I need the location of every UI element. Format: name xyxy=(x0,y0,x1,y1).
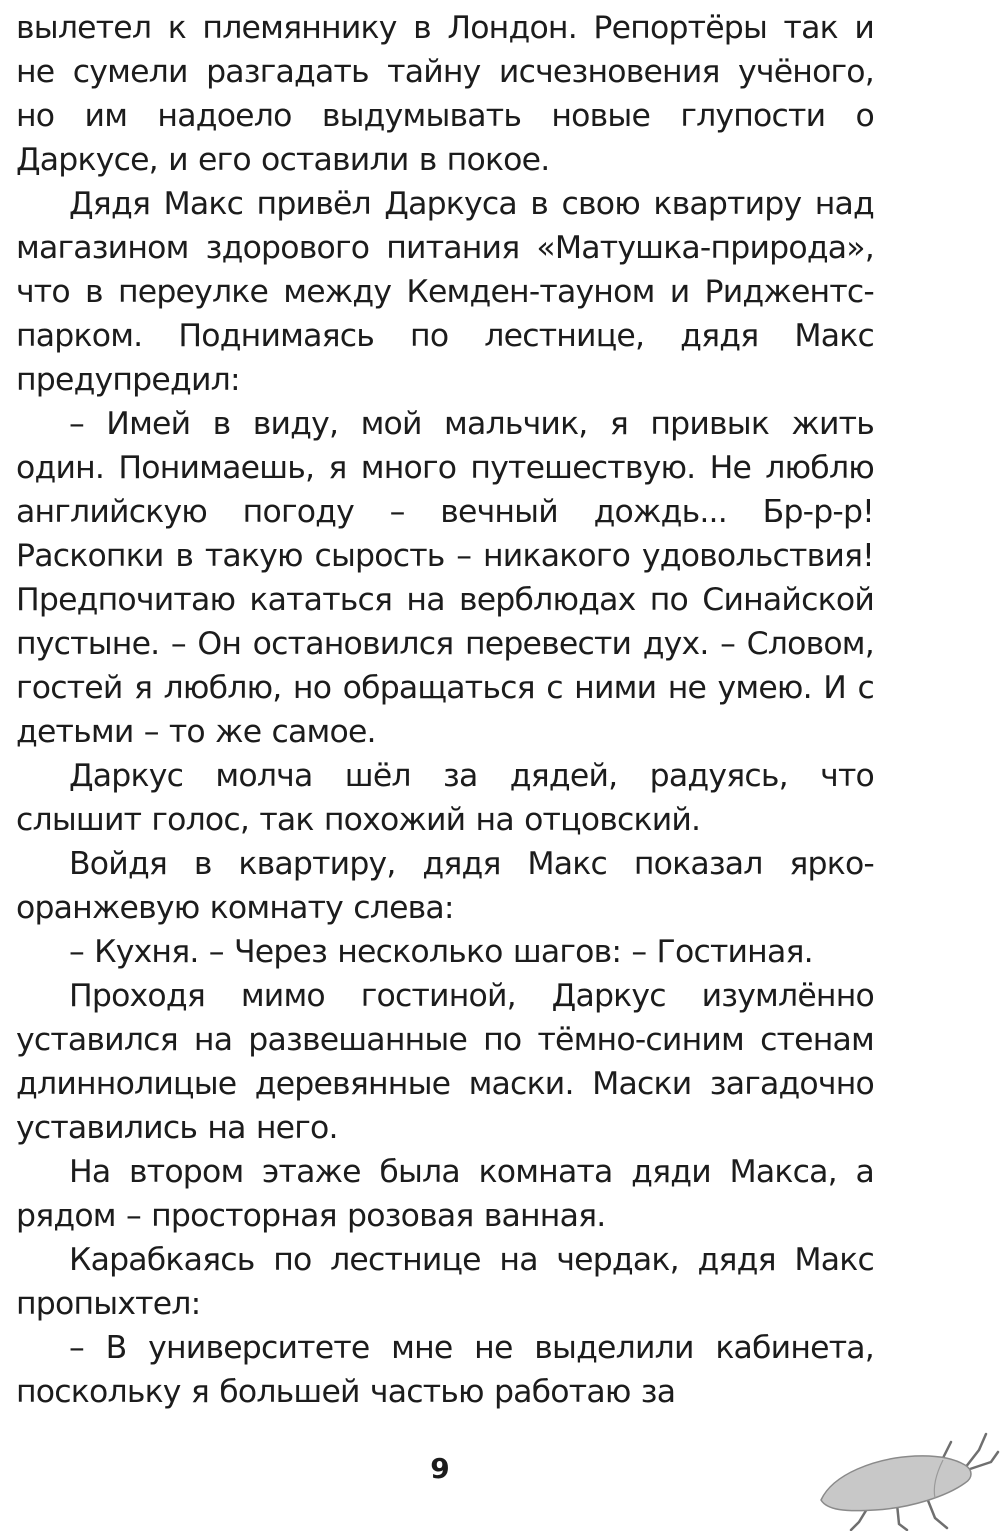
paragraph: Проходя мимо гостиной, Даркус изумлённо уставился на развешанные по тёмно-синим стенам длиннолицые деревянные маски. Маски загадочно уставились на него. xyxy=(16,978,874,1146)
paragraph: На втором этаже была комната дяди Макса, а рядом – просторная розовая ванная. xyxy=(16,1154,874,1234)
paragraph: – Кухня. – Через несколько шагов: – Гостиная. xyxy=(69,934,813,970)
page-text xyxy=(16,6,874,1414)
paragraph: Дядя Макс привёл Даркуса в свою квартиру над магазином здорового питания «Матушка-природа», что в переулке между Кемден-тауном и Риджентс-парком. Поднимаясь по лестнице, дядя Макс предупредил: xyxy=(16,186,874,398)
paragraph: Карабкаясь по лестнице на чердак, дядя Макс пропыхтел: xyxy=(16,1242,874,1322)
paragraph: Войдя в квартиру, дядя Макс показал ярко-оранжевую комнату слева: xyxy=(16,846,874,926)
paragraph: – В университете мне не выделили кабинета, поскольку я большей частью работаю за xyxy=(16,1330,874,1410)
beetle-icon xyxy=(815,1428,1000,1531)
paragraph: Даркус молча шёл за дядей, радуясь, что слышит голос, так похожий на отцовский. xyxy=(16,758,874,838)
page-number: 9 xyxy=(430,1452,450,1485)
paragraph: вылетел к племяннику в Лондон. Репортёры так и не сумели разгадать тайну исчезновения учёного, но им надоело выдумывать новые глупости о Даркусе, и его оставили в покое. xyxy=(16,10,874,178)
paragraph: – Имей в виду, мой мальчик, я привык жить один. Понимаешь, я много путешествую. Не люблю английскую погоду – вечный дождь... Бр-р-р! Раскопки в такую сырость – никакого удовольствия! Предпочитаю кататься на верблюдах по Синайской пустыне. – Он остановился перевести дух. – Словом, гостей я люблю, но обращаться с ними не умею. И с детьми – то же самое. xyxy=(16,406,874,750)
